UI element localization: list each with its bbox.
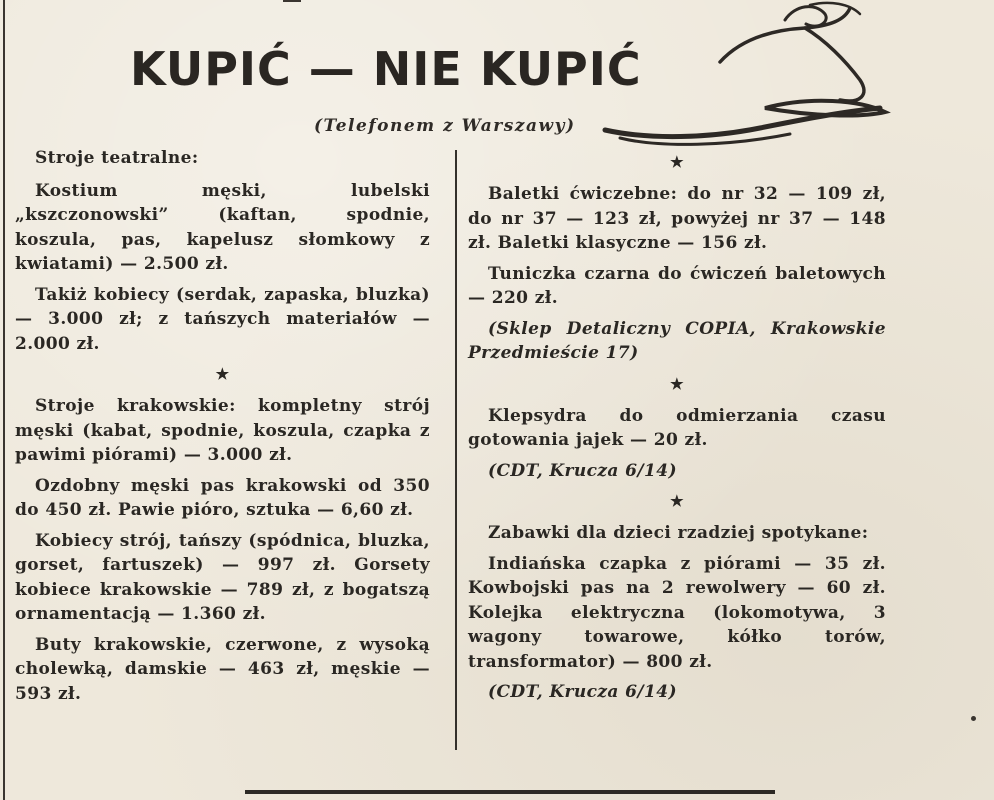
paragraph: Kobiecy strój, tańszy (spódnica, bluzka, gorset, fartuszek) — 997 zł. Gorsety kobiece krakowskie — 789 zł, z bogatszą ornamentacją — 1.360 zł.: [15, 530, 430, 624]
paragraph: Klepsydra do odmierzania czasu gotowania jajek — 20 zł.: [468, 405, 886, 450]
column-divider: [455, 150, 457, 750]
article-subtitle: (Telefonem z Warszawy): [314, 116, 576, 136]
paragraph: Indiańska czapka z piórami — 35 zł. Kowbojski pas na 2 rewolwery — 60 zł. Kolejka elektryczna (lokomotywa, 3 wagony towarowe, kółko torów, transformator) — 800 zł.: [468, 553, 886, 672]
source-note: (CDT, Krucza 6/14): [488, 682, 677, 702]
source-note: (Sklep Detaliczny COPIA, Krakowskie Przedmieście 17): [468, 318, 886, 363]
star-separator-icon: ★: [670, 492, 684, 510]
section-heading-theatre-costumes: Stroje teatralne:: [35, 148, 199, 168]
top-tick-mark: [283, 0, 301, 2]
paragraph: Ozdobny męski pas krakowski od 350 do 450 zł. Pawie pióro, sztuka — 6,60 zł.: [15, 475, 430, 520]
article-title: KUPIĆ — NIE KUPIĆ: [130, 42, 642, 96]
star-separator-icon: ★: [670, 374, 684, 393]
left-column: [15, 146, 430, 712]
paragraph: Zabawki dla dzieci rzadziej spotykane:: [488, 523, 869, 543]
paragraph: Kostium męski, lubelski „kszczonowski” (kaftan, spodnie, koszula, pas, kapelusz słomkowy z kwiatami) — 2.500 zł.: [15, 180, 430, 274]
paragraph: Baletki ćwiczebne: do nr 32 — 109 zł, do nr 37 — 123 zł, powyżej nr 37 — 148 zł. Baletki klasyczne — 156 zł.: [468, 184, 886, 253]
print-speck: [971, 716, 976, 721]
paragraph: Takiż kobiecy (serdak, zapaska, bluzka) — 3.000 zł; z tańszych materiałów — 2.000 zł.: [15, 284, 430, 354]
page-edge-rule: [3, 0, 5, 800]
paragraph: Tuniczka czarna do ćwiczeń baletowych — 220 zł.: [468, 263, 886, 308]
paragraph: Buty krakowskie, czerwone, z wysoką cholewką, damskie — 463 zł, męskie — 593 zł.: [15, 634, 430, 704]
bottom-rule: [245, 790, 775, 794]
star-separator-icon: ★: [215, 365, 230, 383]
paragraph: Stroje krakowskie: kompletny strój męski (kabat, spodnie, koszula, czapka z pawimi piórami) — 3.000 zł.: [15, 396, 430, 465]
source-note: (CDT, Krucza 6/14): [488, 460, 677, 481]
right-column: [468, 146, 886, 711]
star-separator-icon: ★: [670, 153, 684, 171]
